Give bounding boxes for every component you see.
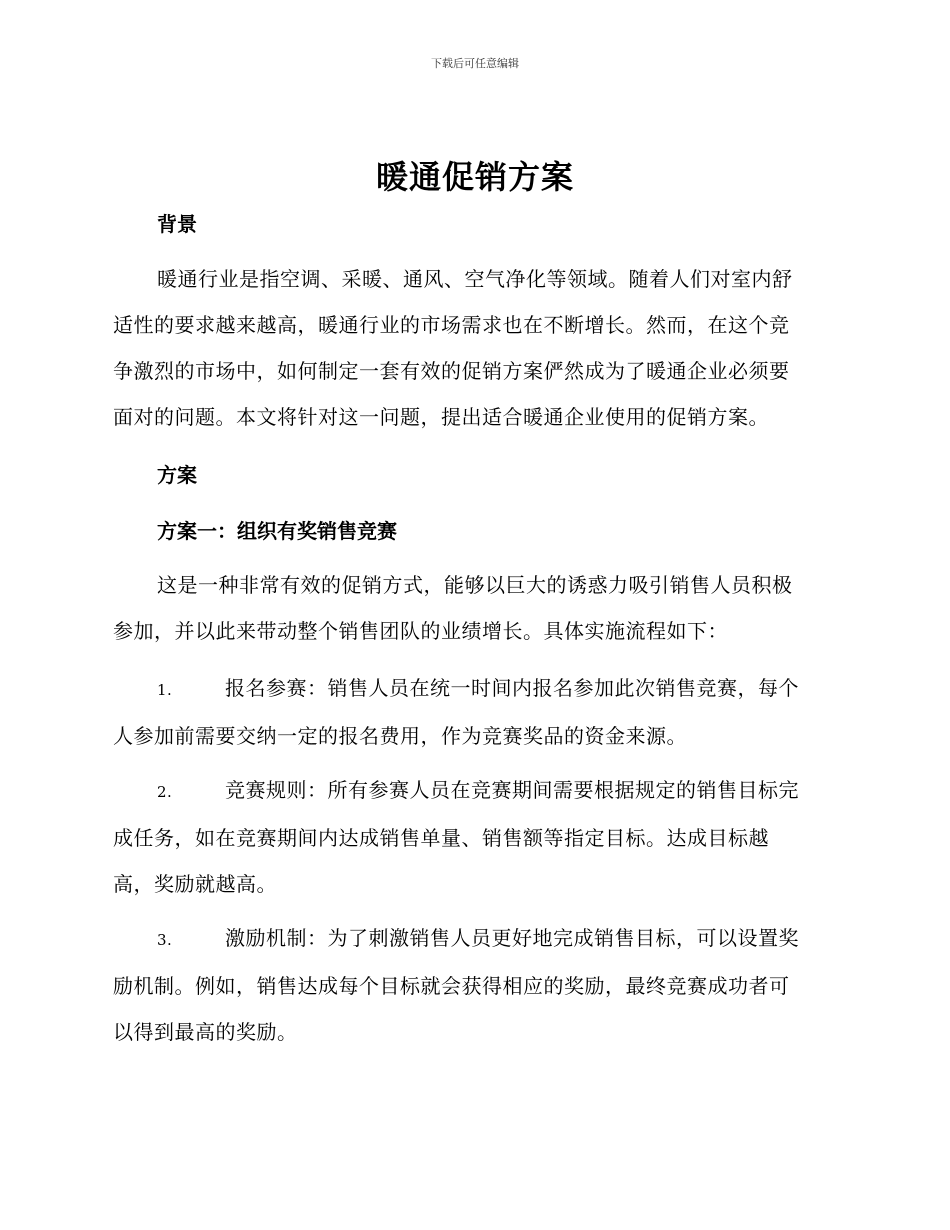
plan1-intro-paragraph (113, 562, 835, 654)
step-text: 人参加前需要交纳一定的报名费用，作为竞赛奖品的资金来源。 (113, 724, 687, 748)
plan1-heading: 方案一：组织有奖销售竞赛 (157, 519, 397, 543)
step-item-1 (113, 665, 835, 759)
paragraph-line: 参加，并以此来带动整个销售团队的业绩增长。具体实施流程如下： (113, 619, 728, 643)
step-text: 励机制。例如，销售达成每个目标就会获得相应的奖励，最终竞赛成功者可 (113, 974, 790, 998)
background-paragraph (113, 256, 835, 440)
paragraph-line: 争激烈的市场中，如何制定一套有效的促销方案俨然成为了暖通企业必须要 (113, 359, 790, 383)
page-header: 下载后可任意编辑 (431, 57, 519, 70)
paragraph-line: 适性的要求越来越高，暖通行业的市场需求也在不断增长。然而，在这个竞 (113, 313, 790, 337)
step-number: 1. (157, 681, 173, 699)
step-item-3 (113, 915, 835, 1055)
step-text: 成任务，如在竞赛期间内达成销售单量、销售额等指定目标。达成目标越 (113, 826, 769, 850)
document-title: 暖通促销方案 (375, 158, 574, 196)
step-item-2 (113, 767, 835, 907)
paragraph-line: 面对的问题。本文将针对这一问题，提出适合暖通企业使用的促销方案。 (113, 405, 769, 429)
paragraph-line: 暖通行业是指空调、采暖、通风、空气净化等领域。随着人们对室内舒 (157, 267, 793, 291)
section-heading-plan: 方案 (157, 463, 197, 487)
step-text: 竞赛规则：所有参赛人员在竞赛期间需要根据规定的销售目标完 (225, 778, 799, 802)
section-heading-background: 背景 (157, 212, 197, 236)
step-number: 3. (157, 931, 173, 949)
paragraph-line: 这是一种非常有效的促销方式，能够以巨大的诱惑力吸引销售人员积极 (157, 573, 793, 597)
step-text: 以得到最高的奖励。 (113, 1020, 298, 1044)
step-text: 报名参赛：销售人员在统一时间内报名参加此次销售竞赛，每个 (225, 676, 799, 700)
step-text: 激励机制：为了刺激销售人员更好地完成销售目标，可以设置奖 (225, 926, 799, 950)
step-number: 2. (157, 783, 173, 801)
step-text: 高，奖励就越高。 (113, 872, 277, 896)
